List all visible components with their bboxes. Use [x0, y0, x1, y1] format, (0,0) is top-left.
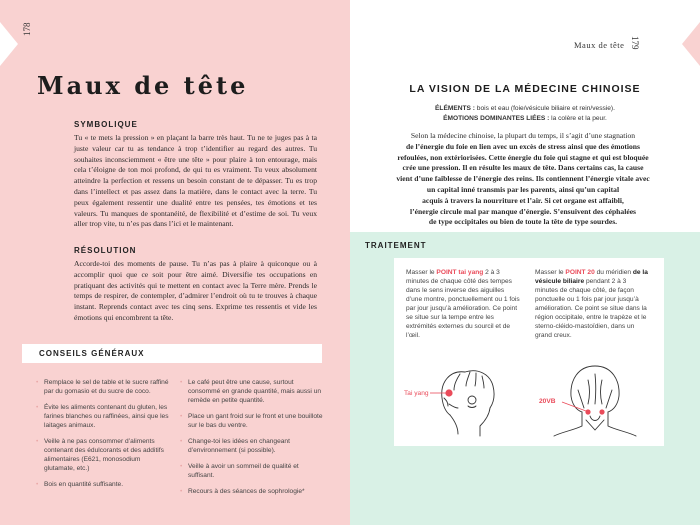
meridian-name: de la vésicule biliaire — [535, 269, 648, 285]
list-item: • Remplace le sel de table et le sucre raffiné par du gomasio et du sucre de coco. — [40, 378, 170, 396]
conseils-column-2 — [184, 378, 324, 503]
vision-line: crée une pression. Il en résulte les maux de tête. Dans certains cas, la cause — [402, 163, 644, 173]
conseils-column-1 — [40, 378, 170, 496]
tai-yang-label: Tai yang — [404, 390, 429, 397]
point-20: POINT 20 — [565, 269, 595, 276]
list-item: • Bois en quantité suffisante. — [40, 480, 170, 489]
vision-line: refoulées, non extériorisées. Cette énergie du foie qui stagne et qui est bloquée — [397, 152, 649, 162]
list-item: • Place un gant froid sur le front et une bouillote sur le bas du ventre. — [184, 412, 324, 430]
treatment-right-text — [535, 268, 651, 340]
treatment-left-pre: Masser le — [406, 269, 437, 276]
treatment-right-pre: Masser le — [535, 269, 566, 276]
list-item: • Change-toi les idées en changeant d’environnement (si possible). — [184, 437, 324, 455]
treatment-right-post: pendant 2 à 3 minutes de chaque côté, de façon ponctuelle ou 1 fois par jour jusqu’à amélioration. Ce point se situe dans la région occipitale, entre le trapèze et le sterno-cléido-mastoïdien, dans un grand creux. — [535, 278, 647, 339]
elements-value: bois et eau (foie/vésicule biliaire et rein/vessie). — [474, 105, 615, 112]
emotions-label: ÉMOTIONS DOMINANTES LIÉES : — [443, 115, 550, 122]
vision-line: de type occipitales ou bien de toute la tête de type sourdes. — [428, 217, 618, 227]
treatment-left-text — [406, 268, 522, 340]
vision-title: LA VISION DE LA MÉDECINE CHINOISE — [409, 83, 641, 95]
vision-line: acquis à travers la nourriture et l’air. Si cet organe est affaibli, — [422, 195, 624, 205]
head-back-illustration — [540, 360, 650, 440]
list-item: • Veille à avoir un sommeil de qualité et suffisant. — [184, 462, 324, 480]
head-profile-illustration — [410, 360, 520, 440]
emotions-line — [350, 115, 700, 122]
treatment-left-post: 2 à 3 minutes de chaque côté des tempes dans le sens inverse des aiguilles d’une montre, ponctuellement ou 1 fois par jour jusqu’à amélioration. Ce point se situe sur la tempe entre les extrémités externes du sourcil et de l’œil. — [406, 269, 520, 339]
vision-line: Selon la médecine chinoise, la plupart du temps, il s’agit d’une stagnation — [410, 131, 636, 140]
treatment-heading: TRAITEMENT — [365, 241, 427, 250]
page-number-left: 178 — [22, 22, 32, 36]
vision-line: un capital inné transmis par les parents, ainsi qu’un capital — [426, 184, 620, 194]
symbolique-text: Tu « te mets la pression » en plaçant la barre très haut. Tu ne te juges pas à ta juste valeur car tu as tendance à trop t’identifier au regard des autres. Tu souhaites inconsciemment « être une tête » pour plaire à ton entourage, mais cela t’éloigne de ton moi profond, de qui tu es vraiment. Tu veux absolument atteindre la perfection et ressens un besoin constant de te dépasser. Tu es trop dans l’intellect et pas assez dans la matière, dans le contact avec la terre. Tu peux également ressentir une dualité entre tes pensées, tes émotions et tes valeurs. Tu manques de spontanéité, de flexibilité et d’estime de soi. Tu veux aller trop vite, tu n’es pas dans l’ici et le maintenant. — [74, 133, 317, 229]
elements-label: ÉLÉMENTS : — [435, 105, 475, 112]
running-head: Maux de tête — [574, 40, 625, 50]
vision-line: de l’énergie du foie en lien avec un excès de stress ainsi que des émotions — [406, 141, 640, 151]
20vb-label: 20VB — [539, 398, 556, 405]
vision-line: l’énergie circule mal par manque d’énergie. S’ensuivent des céphalées — [409, 206, 637, 216]
vision-text — [372, 131, 674, 228]
list-item: • Recours à des séances de sophrologie* — [184, 487, 324, 496]
list-item: • Le café peut être une cause, surtout consommé en grande quantité, mais aussi un remède en petite quantité. — [184, 378, 324, 405]
page-corner-tab-left — [0, 22, 18, 66]
vision-line: vient d’une faiblesse de l’énergie des reins. Ils contiennent l’énergie vitale avec — [396, 174, 650, 184]
conseils-heading: CONSEILS GÉNÉRAUX — [39, 349, 145, 358]
point-tai-yang: POINT tai yang — [436, 269, 484, 276]
treatment-right-mid: du méridien — [594, 269, 633, 276]
list-item: • Évite les aliments contenant du gluten, les farines blanches ou raffinées, ainsi que les laitages animaux. — [40, 403, 170, 430]
emotions-value: la colère et la peur. — [549, 115, 607, 122]
list-item: • Veille à ne pas consommer d’aliments contenant des édulcorants et des additifs alimentaires (E621, monosodium glutamate, etc.) — [40, 437, 170, 473]
resolution-heading: RÉSOLUTION — [74, 246, 137, 255]
page-number-right: 179 — [630, 36, 640, 50]
elements-line — [350, 105, 700, 112]
page-title: Maux de tête — [37, 71, 249, 100]
page-corner-tab-right — [682, 22, 700, 66]
symbolique-heading: SYMBOLIQUE — [74, 120, 138, 129]
resolution-text: Accorde-toi des moments de pause. Tu n’as pas à plaire à quiconque ou à accomplir quoi que ce soit pour être aimé. Diversifie tes occupations en pratiquant des activités qui te mettent en contact avec la Terre mère. Prends le temps de respirer, de contempler, d’admirer l’endroit où tu te trouves à chaque instant. Reprends contact avec tes cinq sens. Exprime tes ressentis et vide les émotions qui encombrent ta tête. — [74, 259, 317, 322]
